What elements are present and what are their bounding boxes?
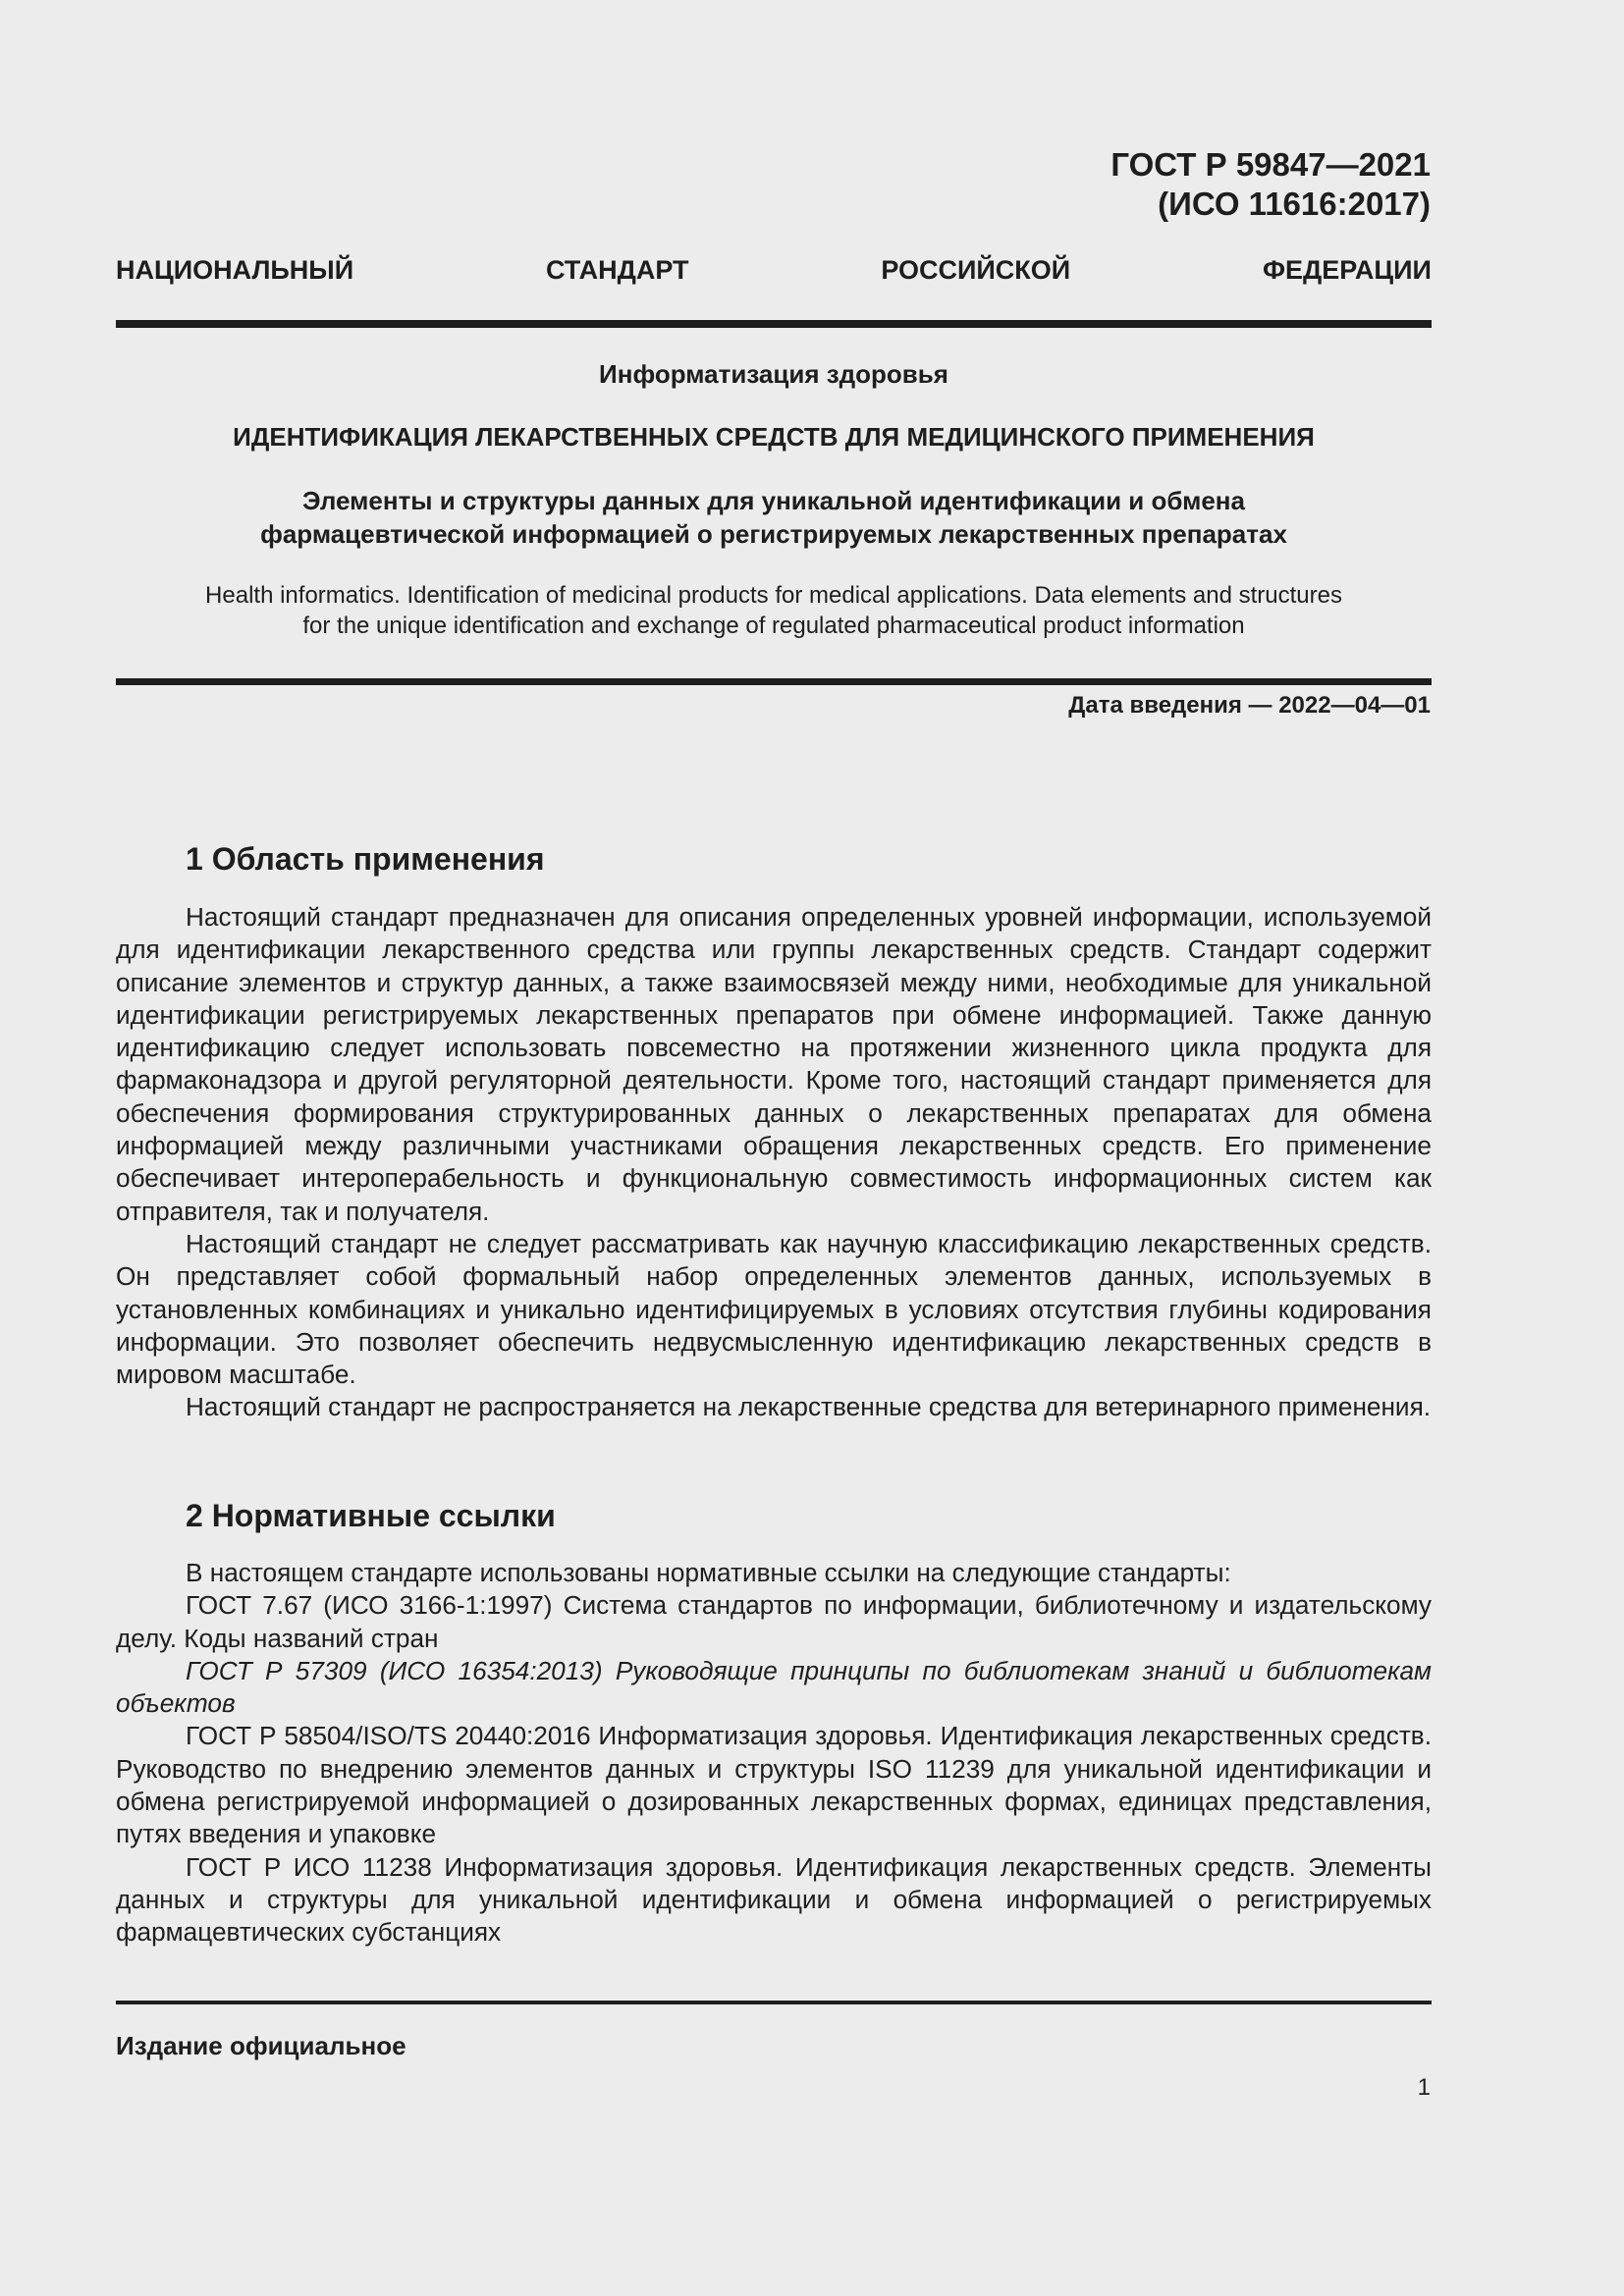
section-1-body	[116, 901, 1432, 1424]
footer-divider	[116, 2001, 1432, 2004]
section-1-heading: 1 Область применения	[186, 841, 545, 877]
subtitle	[116, 484, 1432, 551]
english-title-line: Health informatics. Identification of medicinal products for medical applications. Data elements and structures	[205, 582, 1342, 609]
english-title	[116, 580, 1432, 641]
section-2-body	[116, 1557, 1432, 1949]
category-title: Информатизация здоровья	[599, 359, 948, 389]
reference-item: ГОСТ 7.67 (ИСО 3166-1:1997) Система стандартов по информации, библиотечному и издательскому делу. Коды названий стран	[116, 1590, 1432, 1653]
national-standard-banner	[116, 253, 1432, 287]
title-bottom-divider	[116, 678, 1432, 685]
banner-word: РОССИЙСКОЙ	[881, 255, 1071, 285]
page-number: 1	[1417, 2074, 1431, 2101]
iso-number: (ИСО 11616:2017)	[1158, 186, 1431, 222]
official-edition-label: Издание официальное	[116, 2031, 406, 2060]
reference-item: ГОСТ Р ИСО 11238 Информатизация здоровья. Идентификация лекарственных средств. Элементы данных и структуры для уникальной идентификации и обмена информацией о регистрируемых фармацевтических субстанциях	[116, 1851, 1432, 1948]
main-title: ИДЕНТИФИКАЦИЯ ЛЕКАРСТВЕННЫХ СРЕДСТВ ДЛЯ МЕДИЦИНСКОГО ПРИМЕНЕНИЯ	[233, 422, 1315, 452]
top-divider	[116, 320, 1432, 328]
gost-number: ГОСТ Р 59847—2021	[1110, 146, 1431, 183]
banner-word: ФЕДЕРАЦИИ	[1263, 255, 1432, 285]
banner-word: СТАНДАРТ	[545, 255, 689, 285]
reference-item: ГОСТ Р 57309 (ИСО 16354:2013) Руководящие принципы по библиотекам знаний и библиотекам объектов	[116, 1655, 1432, 1719]
paragraph: В настоящем стандарте использованы нормативные ссылки на следующие стандарты:	[186, 1558, 1231, 1587]
section-2-heading: 2 Нормативные ссылки	[186, 1498, 556, 1533]
document-code	[1110, 145, 1431, 224]
paragraph: Настоящий стандарт не следует рассматривать как научную классификацию лекарственных средств. Он представляет собой формальный набор определенных элементов данных, используемых в установленных комбинациях и уникально идентифицируемых в условиях отсутствия глубины кодирования информации. Это позволяет обеспечить недвусмысленную идентификацию лекарственных средств в мировом масштабе.	[116, 1228, 1432, 1390]
english-title-line: for the unique identification and exchange of regulated pharmaceutical product information	[302, 613, 1245, 639]
subtitle-line: Элементы и структуры данных для уникальной идентификации и обмена	[302, 486, 1245, 515]
subtitle-line: фармацевтической информацией о регистрируемых лекарственных препаратах	[260, 519, 1287, 549]
paragraph: Настоящий стандарт не распространяется на лекарственные средства для ветеринарного применения.	[186, 1392, 1432, 1422]
introduction-date: Дата введения — 2022—04—01	[1068, 692, 1431, 719]
reference-item: ГОСТ Р 58504/ISO/TS 20440:2016 Информатизация здоровья. Идентификация лекарственных средств. Руководство по внедрению элементов данных и структуры ISO 11239 для уникальной идентификации и обмена регистрируемой информацией о дозированных лекарственных формах, единицах представления, путях введения и упаковке	[116, 1721, 1432, 1849]
banner-word: НАЦИОНАЛЬНЫЙ	[116, 255, 354, 285]
paragraph: Настоящий стандарт предназначен для описания определенных уровней информации, используемой для идентификации лекарственного средства или группы лекарственных средств. Стандарт содержит описание элементов и структур данных, а также взаимосвязей между ними, необходимые для уникальной идентификации регистрируемых лекарственных препаратов при обмене информацией. Также данную идентификацию следует использовать повсеместно на протяжении жизненного цикла продукта для фармаконадзора и другой регуляторной деятельности. Кроме того, настоящий стандарт применяется для обеспечения формирования структурированных данных о лекарственных препаратах для обмена информацией между различными участниками обращения лекарственных средств. Его применение обеспечивает интероперабельность и функциональную совместимость информационных систем как отправителя, так и получателя.	[116, 902, 1432, 1226]
